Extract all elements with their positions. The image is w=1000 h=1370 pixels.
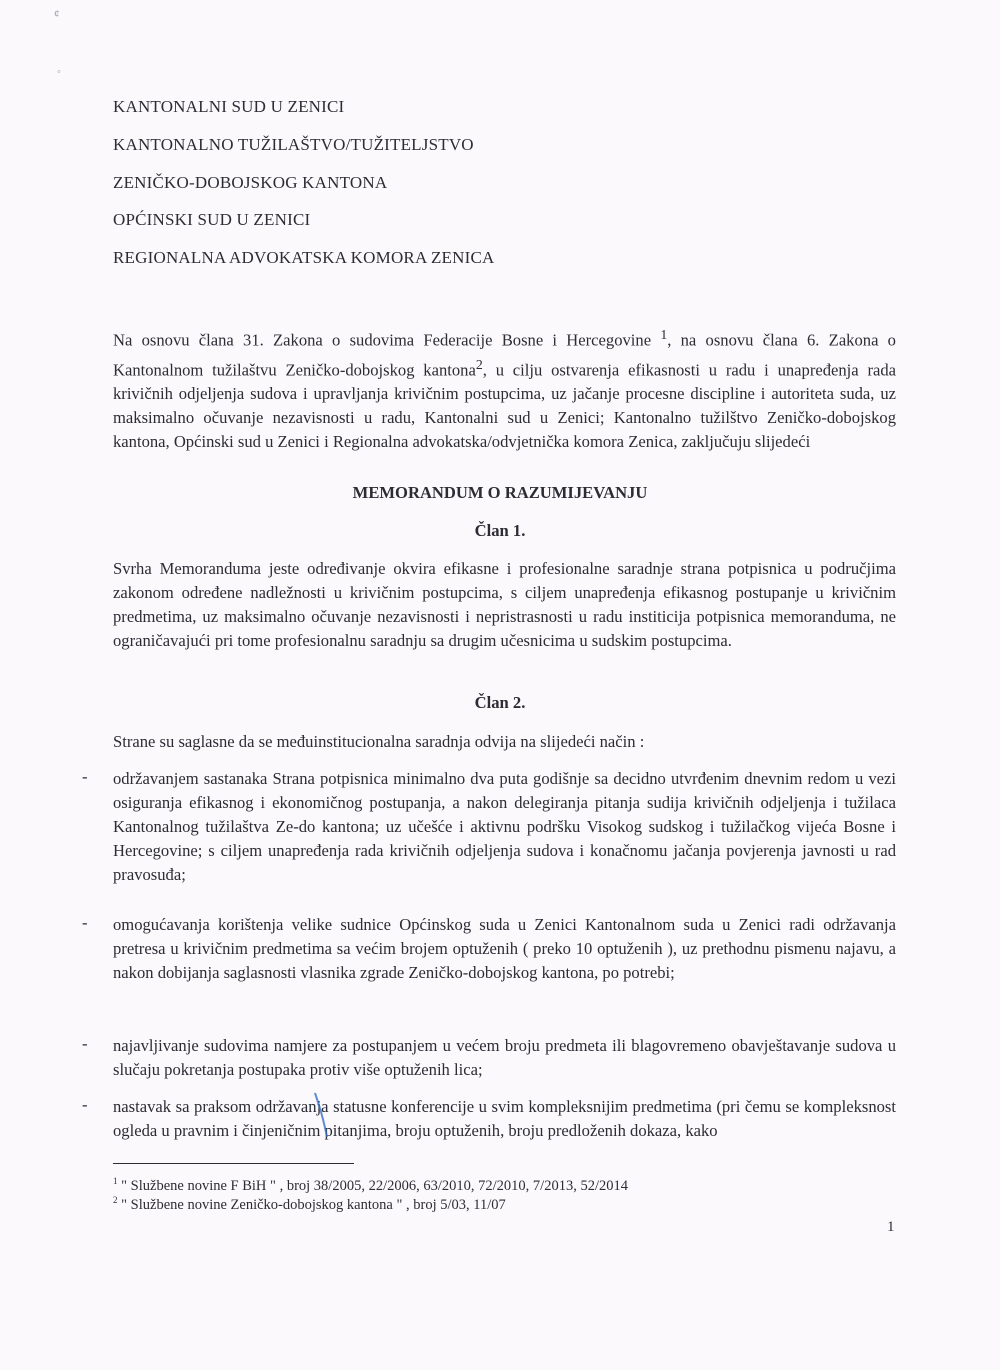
- scan-artifact: ◦: [57, 66, 61, 78]
- document-title: MEMORANDUM O RAZUMIJEVANJU: [352, 483, 648, 502]
- list-item: nastavak sa praksom održavanja statusne konferencije u svim kompleksnijim predmetima (pri čemu se kompleksnost ogleda u pravnim i činjeničnim pitanjima, broju optuženih, broju predloženih dokaza, kako: [113, 1097, 896, 1140]
- list-item: najavljivanje sudovima namjere za postupanjem u većem broju predmeta ili blagovremeno obavještavanje sudova u slučaju pokretanja postupaka protiv više optuženih lica;: [113, 1036, 896, 1079]
- institution-name: REGIONALNA ADVOKATSKA KOMORA ZENICA: [113, 248, 495, 267]
- article-heading: Član 2.: [474, 693, 526, 712]
- institution-name: KANTONALNO TUŽILAŠTVO/TUŽITELJSTVO: [113, 135, 474, 154]
- footnote-separator: [113, 1163, 354, 1164]
- scan-artifact: ¢: [54, 8, 60, 20]
- institution-name: ZENIČKO-DOBOJSKOG KANTONA: [113, 173, 388, 192]
- article-heading: Član 1.: [474, 521, 526, 540]
- list-item: održavanjem sastanaka Strana potpisnica minimalno dva puta godišnje sa decidno utvrđenim dnevnim redom u vezi osiguranja efikasnog i ekonomičnog postupanja, a nakon delegiranja pitanja sudija krivičnih odjeljenja i tužilaca Kantonalnog tužilaštva Ze-do kantona; uz učešće i aktivnu podršku Visokog sudskog i tužilačkog vijeća Bosne i Hercegovine; s ciljem unapređenja rada krivičnih odjeljenja sudova i konačnomu jačanja povjerenja javnosti u rad pravosuđa;: [113, 769, 896, 884]
- bullet-dash: -: [82, 1095, 88, 1114]
- footnote-ref: 2: [475, 356, 483, 372]
- pen-stroke-mark: [313, 1091, 335, 1141]
- institution-name: OPĆINSKI SUD U ZENICI: [113, 210, 311, 229]
- bullet-dash: -: [82, 1034, 88, 1053]
- institution-name: KANTONALNI SUD U ZENICI: [113, 97, 345, 116]
- footnote: $^2$ " Službene novine Zeničko-dobojskog kantona " , broj 5/03, 11/07: [113, 1195, 506, 1213]
- article-text: Svrha Memoranduma jeste određivanje okvira efikasne i profesionalne saradnje strana potpisnica u područjima zakonom određene nadležnosti u krivičnim postupcima, s ciljem unapređenja efikasnog postupanje u krivičnim predmetima, uz maksimalno očuvanje nezavisnosti i nepristrasnosti u radu institicija potpisnica memoranduma, ne ograničavajući pri tome profesionalnu saradnju sa drugim učesnicima u sudskim postupcima.: [113, 559, 896, 650]
- list-item: omogućavanja korištenja velike sudnice Općinskog suda u Zenici Kantonalnom suda u Zenici radi održavanja pretresa u krivičnim predmetima sa većim brojem optuženih ( preko 10 optuženih ), uz prethodnu pismenu najavu, a nakon dobijanja saglasnosti vlasnika zgrade Zeničko-dobojskog kantona, po potrebi;: [113, 915, 896, 982]
- footnote: $^1$ " Službene novine F BiH " , broj 38/2005, 22/2006, 63/2010, 72/2010, 7/2013, 52/2014: [113, 1176, 628, 1194]
- intro-paragraph: Na osnovu člana 31. Zakona o sudovima Federacije Bosne i Hercegovine $^1$, na osnovu člana 6. Zakona o Kantonalnom tužilaštvu Zeničko-dobojskog kantona$^2$, u cilju ostvarenja efikasnosti u radu i unapređenja rada krivičnih odjeljenja sudova i upravljanja krivičnim postupcima, uz jačanje procesne discipline i autoriteta suda, uz maksimalno očuvanje nezavisnosti u radu, Kantonalni sud u Zenici; Kantonalno tužilštvo Zeničko-dobojskog kantona, Općinski sud u Zenici i Regionalna advokatska/odvjetnička komora Zenica, zaključuju slijedeći: [113, 327, 897, 452]
- bullet-dash: -: [82, 767, 88, 786]
- page-number: 1: [887, 1219, 895, 1235]
- footnote-ref: 1: [660, 327, 668, 342]
- article-intro: Strane su saglasne da se međuinstitucionalna saradnja odvija na slijedeći način :: [113, 732, 645, 751]
- bullet-dash: -: [82, 913, 88, 932]
